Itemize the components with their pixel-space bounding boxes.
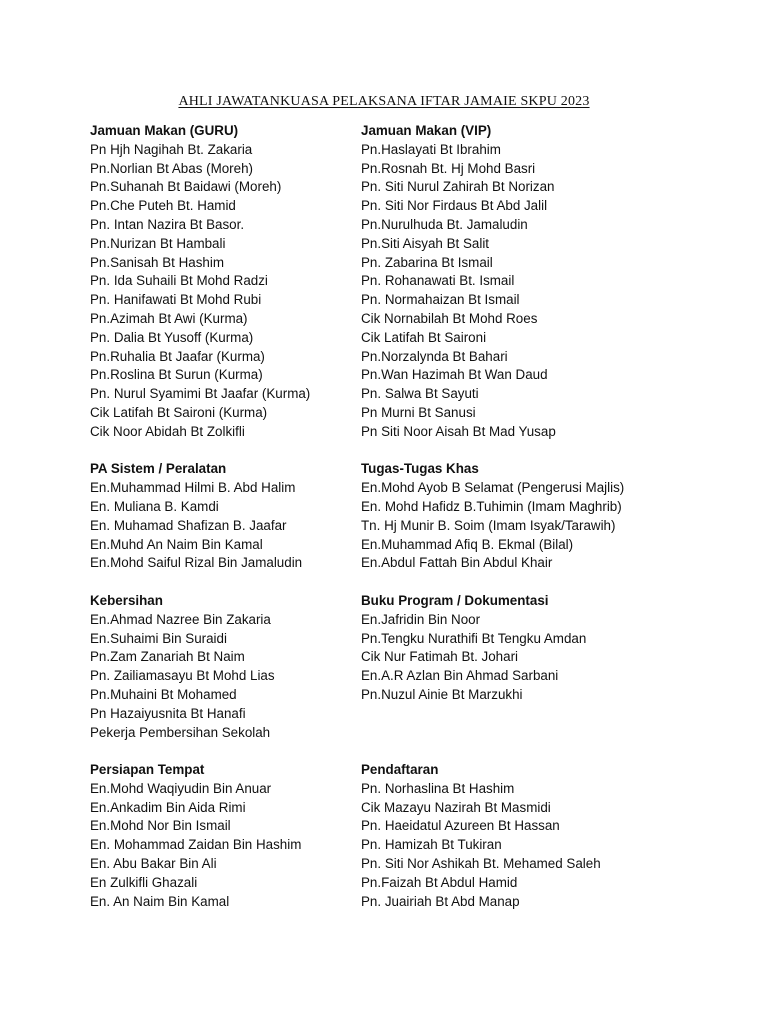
member-name: Pn.Azimah Bt Awi (Kurma) (90, 310, 248, 326)
member-name: Pn. Normahaizan Bt Ismail (361, 292, 520, 308)
committee-section-pendaftaran (361, 761, 661, 911)
member-name: Pn. Siti Nurul Zahirah Bt Norizan (361, 179, 555, 195)
member-name: Cik Latifah Bt Saironi (Kurma) (90, 404, 268, 420)
member-name: Pn Murni Bt Sanusi (361, 404, 476, 420)
section-heading: Jamuan Makan (GURU) (90, 123, 239, 138)
member-name: Pn.Suhanah Bt Baidawi (Moreh) (90, 179, 282, 195)
document-title (0, 94, 768, 110)
member-name: En.Mohd Nor Bin Ismail (90, 818, 231, 834)
member-name: Pn.Faizah Bt Abdul Hamid (361, 874, 518, 890)
member-name: Pn.Muhaini Bt Mohamed (90, 686, 237, 702)
member-name: Pn. Siti Nor Ashikah Bt. Mehamed Saleh (361, 856, 601, 872)
member-name: Pn. Juairiah Bt Abd Manap (361, 893, 520, 909)
member-name: Pn. Haeidatul Azureen Bt Hassan (361, 818, 560, 834)
member-name: En.Muhd An Naim Bin Kamal (90, 536, 263, 552)
member-name: Pn Hazaiyusnita Bt Hanafi (90, 705, 246, 721)
member-name: Pn. Ida Suhaili Bt Mohd Radzi (90, 273, 268, 289)
committee-section-kebersihan (90, 592, 355, 742)
member-name: Pn.Sanisah Bt Hashim (90, 254, 224, 270)
member-name: En. Muliana B. Kamdi (90, 498, 219, 514)
member-name: Pn. Intan Nazira Bt Basor. (90, 216, 245, 232)
member-name: Pn.Rosnah Bt. Hj Mohd Basri (361, 160, 536, 176)
member-name: En.Muhammad Hilmi B. Abd Halim (90, 480, 296, 496)
member-name: Pn.Nuzul Ainie Bt Marzukhi (361, 686, 523, 702)
committee-section-persiapan-tempat (90, 761, 355, 911)
member-name: Pn. Zabarina Bt Ismail (361, 254, 493, 270)
member-name: Pn. Norhaslina Bt Hashim (361, 780, 515, 796)
member-name: Pn. Zailiamasayu Bt Mohd Lias (90, 668, 275, 684)
member-name: Pn.Haslayati Bt Ibrahim (361, 141, 501, 157)
member-name: Cik Noor Abidah Bt Zolkifli (90, 423, 245, 439)
document-title-text: AHLI JAWATANKUASA PELAKSANA IFTAR JAMAIE SKPU 2023 (178, 94, 590, 109)
member-name: Pn.Siti Aisyah Bt Salit (361, 235, 490, 251)
member-name: En.Ahmad Nazree Bin Zakaria (90, 611, 271, 627)
member-name: En.Mohd Saiful Rizal Bin Jamaludin (90, 555, 303, 571)
member-name: Pn.Norzalynda Bt Bahari (361, 348, 508, 364)
member-name: En.Mohd Ayob B Selamat (Pengerusi Majlis) (361, 480, 625, 496)
left-column (90, 122, 355, 911)
section-heading: Kebersihan (90, 592, 163, 608)
section-heading: Persiapan Tempat (90, 762, 205, 778)
committee-section-pa-sistem (90, 460, 355, 573)
committee-section-jamuan-guru (90, 122, 355, 442)
member-name: Pn. Rohanawati Bt. Ismail (361, 273, 515, 289)
member-name: Pn.Che Puteh Bt. Hamid (90, 198, 236, 214)
member-name: Pn.Roslina Bt Surun (Kurma) (90, 367, 263, 383)
member-name: Pn. Hamizah Bt Tukiran (361, 837, 502, 853)
member-name: En.A.R Azlan Bin Ahmad Sarbani (361, 668, 559, 684)
committee-section-jamuan-vip (361, 122, 661, 442)
member-name: Pn Siti Noor Aisah Bt Mad Yusap (361, 423, 556, 439)
member-name: En.Jafridin Bin Noor (361, 611, 481, 627)
member-name: Pn. Hanifawati Bt Mohd Rubi (90, 292, 262, 308)
member-name: En.Mohd Waqiyudin Bin Anuar (90, 780, 272, 796)
member-name: En. Abu Bakar Bin Ali (90, 856, 217, 872)
member-name: En. An Naim Bin Kamal (90, 893, 230, 909)
member-name: En.Muhammad Afiq B. Ekmal (Bilal) (361, 536, 574, 552)
spacer-line (361, 705, 661, 724)
member-name: Pn.Ruhalia Bt Jaafar (Kurma) (90, 348, 265, 364)
member-name: Pn.Nurulhuda Bt. Jamaludin (361, 216, 528, 232)
member-name: Cik Mazayu Nazirah Bt Masmidi (361, 799, 551, 815)
section-heading: Buku Program / Dokumentasi (361, 592, 549, 608)
member-name: Pn. Dalia Bt Yusoff (Kurma) (90, 329, 254, 345)
member-name: En. Mohammad Zaidan Bin Hashim (90, 837, 302, 853)
member-name: Pn Hjh Nagihah Bt. Zakaria (90, 141, 253, 157)
member-name: En.Suhaimi Bin Suraidi (90, 630, 227, 646)
member-name: Pn. Salwa Bt Sayuti (361, 386, 479, 402)
member-name: Pn.Wan Hazimah Bt Wan Daud (361, 367, 548, 383)
member-name: Pn. Siti Nor Firdaus Bt Abd Jalil (361, 198, 548, 214)
member-name: Pn. Nurul Syamimi Bt Jaafar (Kurma) (90, 386, 311, 402)
member-name: Pekerja Pembersihan Sekolah (90, 724, 271, 740)
right-column (361, 122, 661, 911)
section-heading: Jamuan Makan (VIP) (361, 123, 492, 138)
member-name: Pn.Zam Zanariah Bt Naim (90, 649, 245, 665)
spacer-line (361, 724, 661, 743)
section-heading: Pendaftaran (361, 762, 439, 778)
committee-section-buku-program (361, 592, 661, 742)
member-name: Pn.Tengku Nurathifi Bt Tengku Amdan (361, 630, 587, 646)
section-heading: Tugas-Tugas Khas (361, 461, 479, 477)
member-name: En Zulkifli Ghazali (90, 874, 198, 890)
member-name: En.Ankadim Bin Aida Rimi (90, 799, 246, 815)
committee-section-tugas-khas (361, 460, 661, 573)
member-name: Tn. Hj Munir B. Soim (Imam Isyak/Tarawih) (361, 517, 616, 533)
member-name: Pn.Nurizan Bt Hambali (90, 235, 226, 251)
member-name: Pn.Norlian Bt Abas (Moreh) (90, 160, 253, 176)
section-heading: PA Sistem / Peralatan (90, 461, 227, 477)
member-name: En. Muhamad Shafizan B. Jaafar (90, 517, 287, 533)
member-name: Cik Nornabilah Bt Mohd Roes (361, 310, 538, 326)
member-name: En. Mohd Hafidz B.Tuhimin (Imam Maghrib) (361, 498, 622, 514)
member-name: Cik Latifah Bt Saironi (361, 329, 487, 345)
member-name: En.Abdul Fattah Bin Abdul Khair (361, 555, 553, 571)
member-name: Cik Nur Fatimah Bt. Johari (361, 649, 519, 665)
